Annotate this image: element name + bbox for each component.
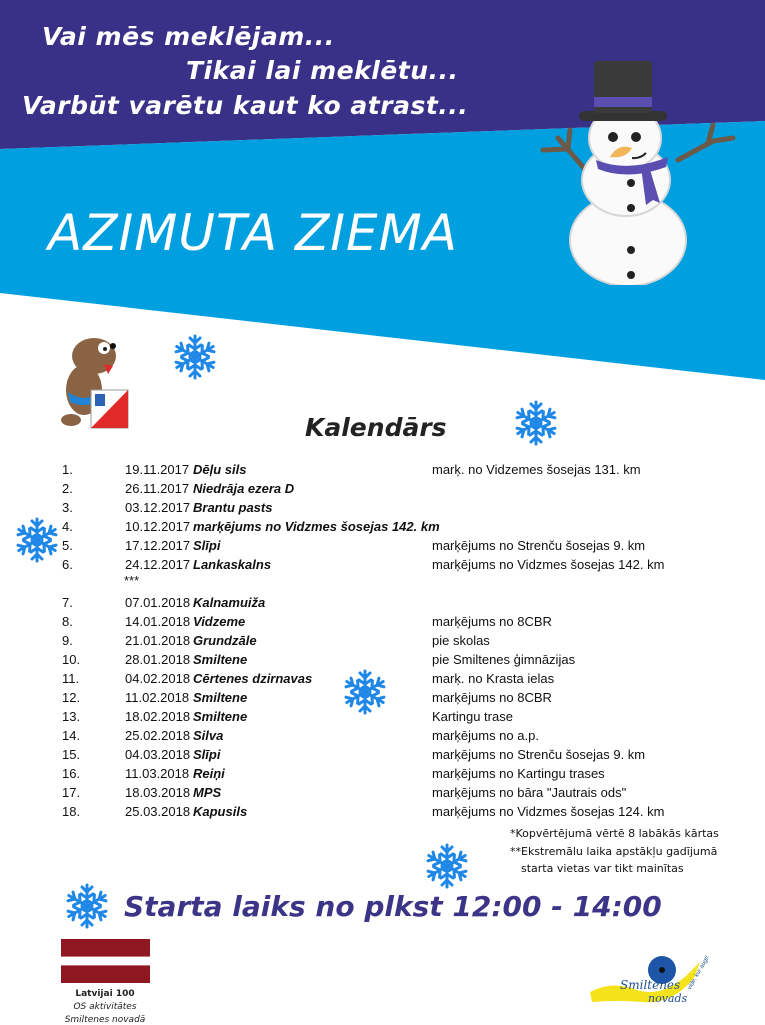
event-note: pie Smiltenes ģimnāzijas — [432, 652, 576, 667]
event-number: 1. — [62, 462, 73, 477]
logo-slogan: vide, kur augt! — [686, 955, 711, 991]
event-note: marķējums no a.p. — [432, 728, 539, 743]
event-place: Smiltene — [193, 690, 248, 705]
event-note: marķējums no Strenču šosejas 9. km — [432, 747, 646, 762]
event-date: 26.11.2017 — [125, 481, 190, 496]
event-place: MPS — [193, 785, 222, 800]
year-separator: *** — [124, 573, 140, 588]
event-place: marķējums no Vidzmes šosejas 142. km — [193, 519, 440, 534]
event-place: Slīpi — [193, 747, 221, 762]
event-place: Silva — [193, 728, 224, 743]
event-note: marķējums no 8CBR — [432, 614, 552, 629]
event-date: 14.01.2018 — [125, 614, 191, 629]
dog-mascot-icon — [46, 330, 146, 432]
footnote-3: starta vietas var tikt mainītas — [521, 862, 684, 875]
event-number: 12. — [62, 690, 81, 705]
event-number: 13. — [62, 709, 81, 724]
event-date: 11.02.2018 — [125, 690, 190, 705]
list-item — [62, 612, 742, 631]
event-place: Cērtenes dzirnavas — [193, 671, 313, 686]
list-item — [62, 669, 742, 688]
event-number: 15. — [62, 747, 81, 762]
event-place: Lankaskalns — [193, 557, 272, 572]
event-note: marķējums no Vidzmes šosejas 142. km — [432, 557, 665, 572]
event-note: marķējums no Strenču šosejas 9. km — [432, 538, 646, 553]
event-date: 04.03.2018 — [125, 747, 191, 762]
event-number: 17. — [62, 785, 81, 800]
event-number: 5. — [62, 538, 73, 553]
event-place: Smiltene — [193, 709, 248, 724]
event-place: Dēļu sils — [193, 462, 247, 477]
list-item — [62, 707, 742, 726]
list-item — [62, 460, 742, 479]
event-date: 28.01.2018 — [125, 652, 191, 667]
start-time-banner: Starta laiks no plkst 12:00 - 14:00 — [124, 890, 662, 923]
event-date: 21.01.2018 — [125, 633, 191, 648]
list-item — [62, 688, 742, 707]
snowflake-icon — [512, 399, 560, 447]
snowflake-icon — [13, 516, 61, 564]
footnote-2: **Ekstremālu laika apstākļu gadījumā — [510, 845, 718, 858]
event-number: 11. — [62, 671, 80, 686]
event-number: 10. — [62, 652, 81, 667]
event-note: marķ. no Krasta ielas — [432, 671, 555, 686]
event-number: 6. — [62, 557, 73, 572]
event-place: Vidzeme — [193, 614, 246, 629]
event-note: marķējums no Vidzmes šosejas 124. km — [432, 804, 665, 819]
event-date: 25.03.2018 — [125, 804, 191, 819]
list-item — [62, 498, 742, 517]
event-date: 18.02.2018 — [125, 709, 191, 724]
logo-text-2: novads — [648, 992, 688, 1005]
event-date: 07.01.2018 — [125, 595, 191, 610]
event-number: 7. — [62, 595, 73, 610]
snowflake-icon — [171, 333, 219, 381]
list-item — [62, 783, 742, 802]
event-place: Grundzāle — [193, 633, 257, 648]
event-place: Kapusils — [193, 804, 248, 819]
list-item — [62, 517, 742, 536]
event-place: Niedrāja ezera D — [193, 481, 295, 496]
event-date: 18.03.2018 — [125, 785, 191, 800]
event-place: Reiņi — [193, 766, 225, 781]
event-place: Slīpi — [193, 538, 221, 553]
logo-text-1: Smiltenes — [620, 978, 681, 992]
event-date: 03.12.2017 — [125, 500, 191, 515]
event-place: Kalnamuiža — [193, 595, 266, 610]
event-date: 17.12.2017 — [125, 538, 191, 553]
calendar-title: Kalendārs — [305, 413, 447, 442]
event-number: 3. — [62, 500, 73, 515]
list-item — [62, 650, 742, 669]
event-place: Brantu pasts — [193, 500, 273, 515]
event-date: 04.02.2018 — [125, 671, 191, 686]
list-item — [62, 631, 742, 650]
event-number: 9. — [62, 633, 73, 648]
tagline-line-2: Tikai lai meklētu... — [186, 56, 459, 85]
event-note: marķējums no 8CBR — [432, 690, 552, 705]
snowman-icon — [528, 55, 738, 285]
event-date: 25.02.2018 — [125, 728, 191, 743]
list-item — [62, 555, 742, 574]
event-date: 24.12.2017 — [125, 557, 191, 572]
flag-caption-2: OS aktivitātes — [73, 1002, 137, 1012]
event-note: marķējums no Kartingu trases — [432, 766, 605, 781]
event-date: 10.12.2017 — [125, 519, 191, 534]
event-number: 2. — [62, 481, 73, 496]
list-item — [62, 593, 742, 612]
list-item — [62, 479, 742, 498]
event-date: 11.03.2018 — [125, 766, 190, 781]
event-number: 8. — [62, 614, 73, 629]
tagline-line-3: Varbūt varētu kaut ko atrast... — [22, 91, 469, 120]
list-item — [62, 536, 742, 555]
flag-caption-3: Smiltenes novadā — [64, 1015, 146, 1025]
flag-caption-1: Latvijai 100 — [75, 989, 135, 999]
event-number: 18. — [62, 804, 81, 819]
latvian-flag-icon — [61, 939, 150, 983]
snowflake-icon — [423, 842, 471, 890]
event-note: pie skolas — [432, 633, 490, 648]
list-item — [62, 726, 742, 745]
event-place: Smiltene — [193, 652, 248, 667]
smiltenes-novads-logo — [582, 950, 722, 1012]
event-note: marķ. no Vidzemes šosejas 131. km — [432, 462, 641, 477]
calendar-list — [62, 460, 742, 821]
event-number: 4. — [62, 519, 73, 534]
event-number: 16. — [62, 766, 81, 781]
event-number: 14. — [62, 728, 81, 743]
event-note: Kartingu trase — [432, 709, 513, 724]
list-item — [62, 745, 742, 764]
snowflake-icon — [63, 882, 111, 930]
tagline-line-1: Vai mēs meklējam... — [42, 22, 335, 51]
page-title: AZIMUTA ZIEMA — [48, 204, 458, 262]
event-date: 19.11.2017 — [125, 462, 190, 477]
list-item — [62, 764, 742, 783]
list-item — [62, 802, 742, 821]
event-note: marķējums no bāra "Jautrais ods" — [432, 785, 627, 800]
footnote-1: *Kopvērtējumā vērtē 8 labākās kārtas — [510, 827, 719, 840]
